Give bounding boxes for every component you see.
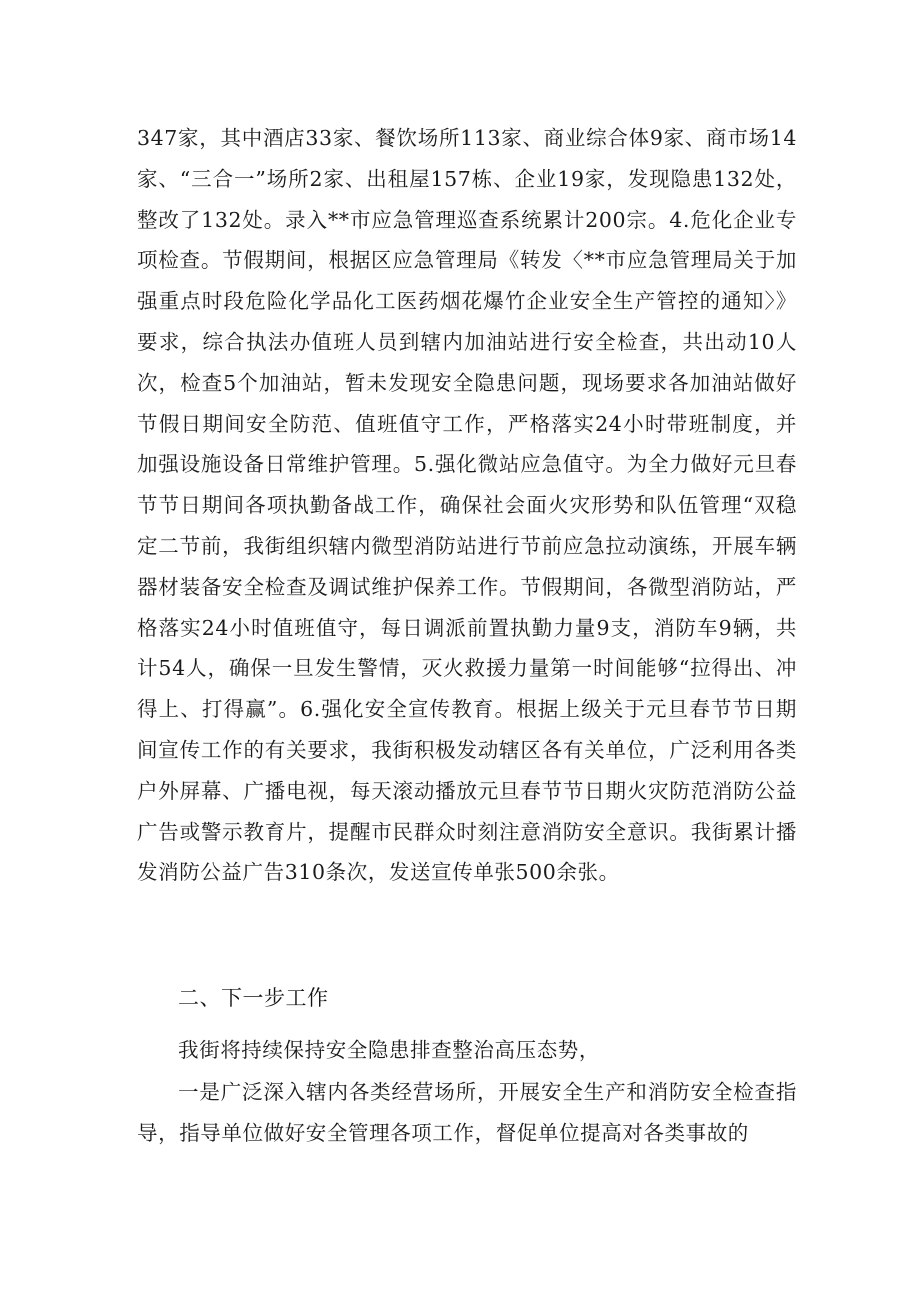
- section-heading-next-steps: 二、下一步工作: [178, 986, 329, 1010]
- next-steps-item-one-paragraph: 一是广泛深入辖内各类经营场所，开展安全生产和消防安全检查指导，指导单位做好安全管理各项工作，督促单位提高对各类事故的: [137, 1080, 797, 1145]
- continuation-paragraph: 347家，其中酒店33家、餐饮场所113家、商业综合体9家、商市场14家、“三合一”场所2家、出租屋157栋、企业19家，发现隐患132处，整改了132处。录入**市应急管理巡查系统累计200宗。4.危化企业专项检查。节假期间，根据区应急管理局《转发〈**市应急管理局关于加强重点时段危险化学品化工医药烟花爆竹企业安全生产管控的通知〉》要求，综合执法办值班人员到辖内加油站进行安全检查，共出动10人次，检查5个加油站，暂未发现安全隐患问题，现场要求各加油站做好节假日期间安全防范、值班值守工作，严格落实24小时带班制度，并加强设施设备日常维护管理。5.强化微站应急值守。为全力做好元旦春节节日期间各项执勤备战工作，确保社会面火灾形势和队伍管理“双稳定二节前，我街组织辖内微型消防站进行节前应急拉动演练，开展车辆器材装备安全检查及调试维护保养工作。节假期间，各微型消防站，严格落实24小时值班值守，每日调派前置执勤力量9支，消防车9辆，共计54人，确保一旦发生警情，灭火救援力量第一时间能够“拉得出、冲得上、打得赢”。6.强化安全宣传教育。根据上级关于元旦春节节日期间宣传工作的有关要求，我街积极发动辖区各有关单位，广泛利用各类户外屏幕、广播电视，每天滚动播放元旦春节节日期火灾防范消防公益广告或警示教育片，提醒市民群众时刻注意消防安全意识。我街累计播发消防公益广告310条次，发送宣传单张500余张。: [137, 126, 797, 885]
- next-steps-intro-paragraph: 我街将持续保持安全隐患排查整治高压态势，: [178, 1038, 600, 1062]
